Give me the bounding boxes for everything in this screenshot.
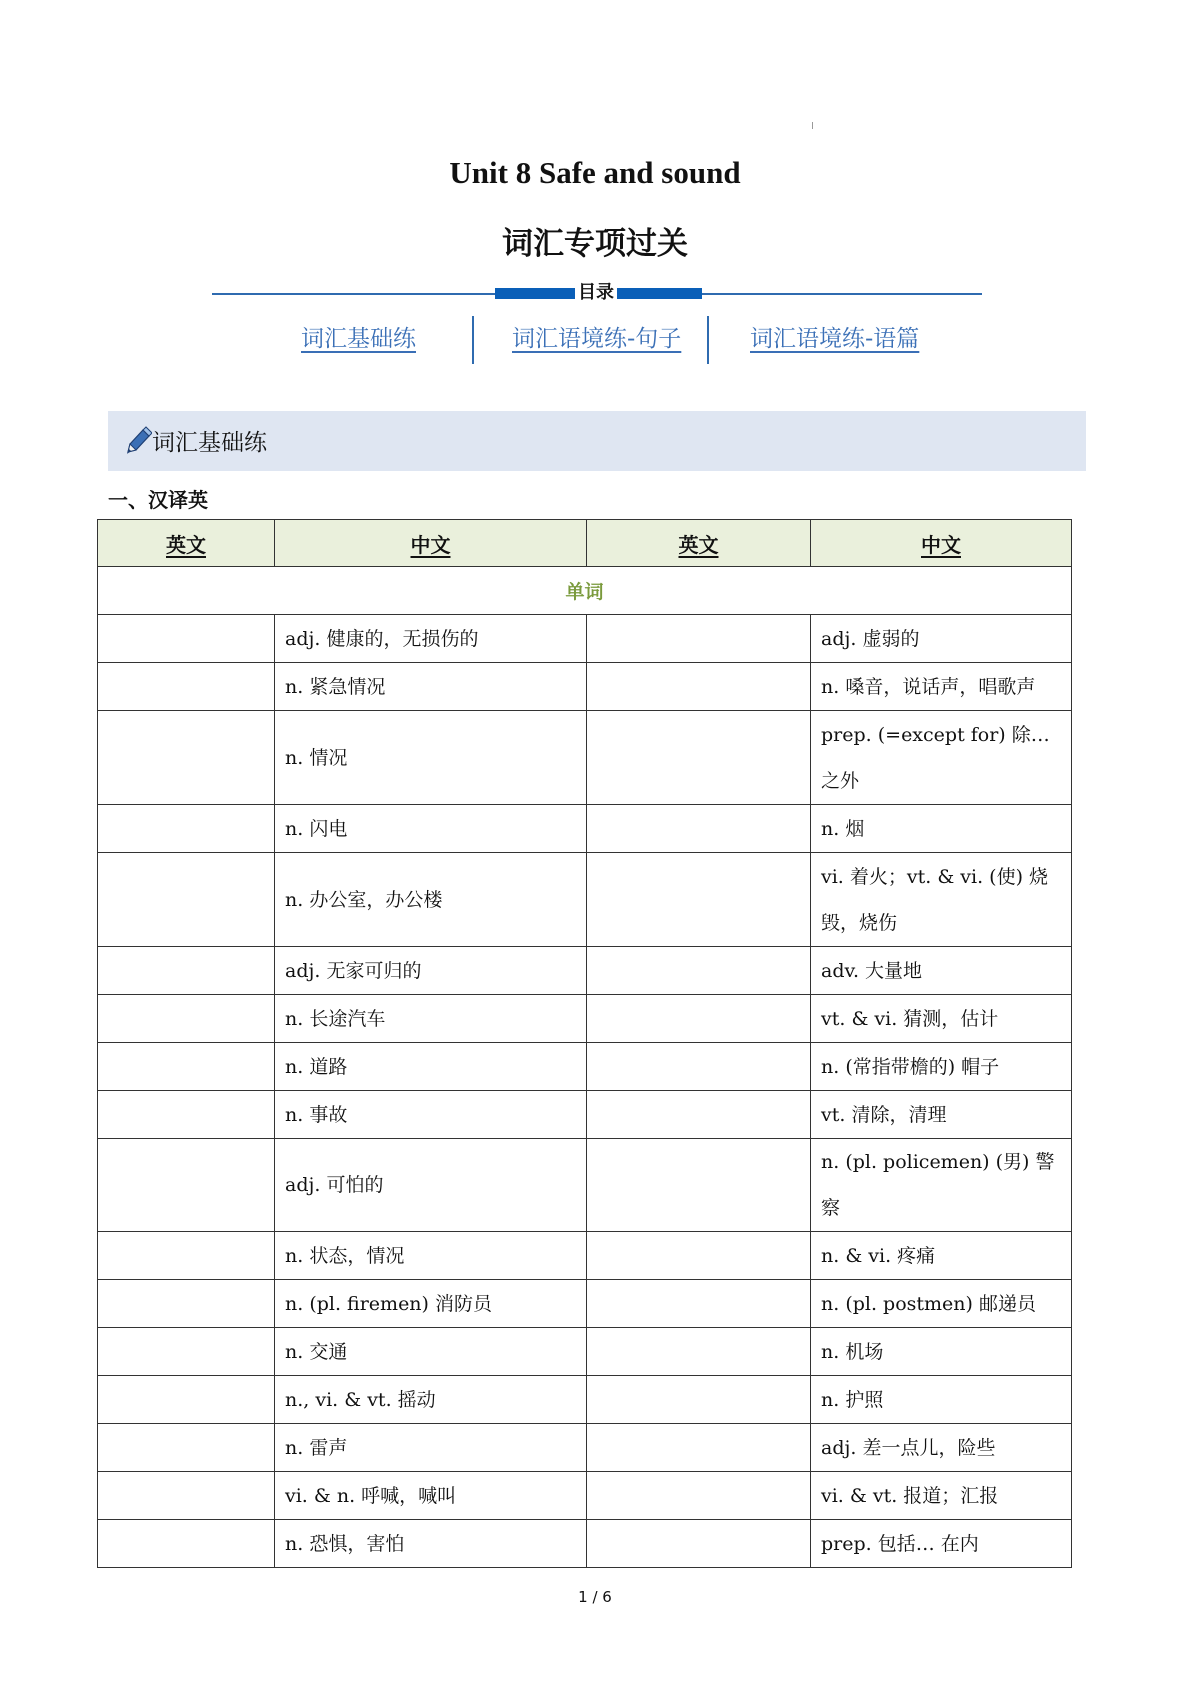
column-header-chinese: 中文 [811,520,1072,567]
chinese-meaning-cell: adj. 虚弱的 [811,615,1072,663]
table-row [98,1520,1072,1568]
chinese-meaning-cell: n. 紧急情况 [275,663,587,711]
chinese-meaning-cell: vi. & vt. 报道；汇报 [811,1472,1072,1520]
english-answer-cell[interactable] [98,853,275,947]
table-row [98,711,1072,805]
chinese-meaning-cell: n. 烟 [811,805,1072,853]
english-answer-cell[interactable] [98,1232,275,1280]
english-answer-cell[interactable] [587,1472,811,1520]
english-answer-cell[interactable] [98,711,275,805]
english-answer-cell[interactable] [587,1424,811,1472]
toc-separator [707,316,709,364]
table-row [98,615,1072,663]
chinese-meaning-cell: n. 恐惧，害怕 [275,1520,587,1568]
english-answer-cell[interactable] [587,1280,811,1328]
table-row [98,995,1072,1043]
chinese-meaning-cell: n. 情况 [275,711,587,805]
table-row [98,1280,1072,1328]
english-answer-cell[interactable] [587,1520,811,1568]
chinese-meaning-cell: n., vi. & vt. 摇动 [275,1376,587,1424]
english-answer-cell[interactable] [98,1139,275,1232]
toc-divider [212,284,982,304]
english-answer-cell[interactable] [587,711,811,805]
column-header-chinese: 中文 [275,520,587,567]
english-answer-cell[interactable] [98,805,275,853]
english-answer-cell[interactable] [587,1043,811,1091]
english-answer-cell[interactable] [98,1376,275,1424]
english-answer-cell[interactable] [98,1280,275,1328]
english-answer-cell[interactable] [587,1139,811,1232]
english-answer-cell[interactable] [98,947,275,995]
chinese-meaning-cell: n. 机场 [811,1328,1072,1376]
table-row [98,1139,1072,1232]
english-answer-cell[interactable] [587,1376,811,1424]
toc-link-passage[interactable]: 词汇语境练-语篇 [750,326,920,352]
chinese-meaning-cell: adj. 差一点儿，险些 [811,1424,1072,1472]
column-header-english: 英文 [98,520,275,567]
pencil-icon [124,426,152,456]
document-title: Unit 8 Safe and sound [449,155,741,190]
toc-rule-block-right [617,288,702,299]
chinese-meaning-cell: n. 护照 [811,1376,1072,1424]
chinese-meaning-cell: vt. & vi. 猜测，估计 [811,995,1072,1043]
table-row [98,1472,1072,1520]
chinese-meaning-cell: n. 雷声 [275,1424,587,1472]
english-answer-cell[interactable] [98,1091,275,1139]
chinese-meaning-cell: n. (常指带檐的) 帽子 [811,1043,1072,1091]
english-answer-cell[interactable] [587,1091,811,1139]
english-answer-cell[interactable] [587,615,811,663]
english-answer-cell[interactable] [587,805,811,853]
chinese-meaning-cell: n. 长途汽车 [275,995,587,1043]
chinese-meaning-cell: adj. 可怕的 [275,1139,587,1232]
english-answer-cell[interactable] [98,1328,275,1376]
toc-separator [472,316,474,364]
toc-link-basic[interactable]: 词汇基础练 [301,326,416,352]
chinese-meaning-cell: adj. 健康的，无损伤的 [275,615,587,663]
chinese-meaning-cell: n. 交通 [275,1328,587,1376]
group-label: 单词 [98,567,1072,615]
english-answer-cell[interactable] [98,1520,275,1568]
chinese-meaning-cell: prep. (=except for) 除… 之外 [811,711,1072,805]
chinese-meaning-cell: adv. 大量地 [811,947,1072,995]
english-answer-cell[interactable] [587,853,811,947]
vocabulary-table [97,519,1072,1568]
chinese-meaning-cell: n. 嗓音，说话声，唱歌声 [811,663,1072,711]
table-row [98,1376,1072,1424]
table-row [98,853,1072,947]
chinese-meaning-cell: vt. 清除，清理 [811,1091,1072,1139]
english-answer-cell[interactable] [587,947,811,995]
chinese-meaning-cell: adj. 无家可归的 [275,947,587,995]
english-answer-cell[interactable] [98,1424,275,1472]
table-row [98,663,1072,711]
english-answer-cell[interactable] [98,1043,275,1091]
english-answer-cell[interactable] [587,663,811,711]
chinese-meaning-cell: n. 事故 [275,1091,587,1139]
table-row [98,1232,1072,1280]
table-row [98,947,1072,995]
chinese-meaning-cell: n. 闪电 [275,805,587,853]
table-header-row [98,520,1072,567]
chinese-meaning-cell: n. (pl. policemen) (男) 警察 [811,1139,1072,1232]
table-row [98,805,1072,853]
english-answer-cell[interactable] [587,1328,811,1376]
part-heading: 一、汉译英 [108,488,208,512]
section-banner [108,411,1086,471]
toc-label: 目录 [575,280,617,306]
chinese-meaning-cell: n. 状态，情况 [275,1232,587,1280]
toc-rule-block-left [495,288,575,299]
english-answer-cell[interactable] [98,995,275,1043]
section-title: 词汇基础练 [152,430,267,456]
english-answer-cell[interactable] [587,995,811,1043]
page-mark [812,122,813,129]
table-row [98,1424,1072,1472]
english-answer-cell[interactable] [98,663,275,711]
chinese-meaning-cell: prep. 包括… 在内 [811,1520,1072,1568]
group-row [98,567,1072,615]
table-row [98,1043,1072,1091]
toc-links [0,316,1190,364]
chinese-meaning-cell: n. 办公室，办公楼 [275,853,587,947]
english-answer-cell[interactable] [98,615,275,663]
table-row [98,1328,1072,1376]
chinese-meaning-cell: n. 道路 [275,1043,587,1091]
table-row [98,1091,1072,1139]
chinese-meaning-cell: vi. & n. 呼喊，喊叫 [275,1472,587,1520]
chinese-meaning-cell: n. (pl. postmen) 邮递员 [811,1280,1072,1328]
document-subtitle: 词汇专项过关 [502,226,688,262]
chinese-meaning-cell: vi. 着火；vt. & vi. (使) 烧毁，烧伤 [811,853,1072,947]
page-number: 1 / 6 [578,1588,612,1606]
toc-link-sentence[interactable]: 词汇语境练-句子 [512,326,682,352]
column-header-english: 英文 [587,520,811,567]
chinese-meaning-cell: n. & vi. 疼痛 [811,1232,1072,1280]
english-answer-cell[interactable] [587,1232,811,1280]
english-answer-cell[interactable] [98,1472,275,1520]
chinese-meaning-cell: n. (pl. firemen) 消防员 [275,1280,587,1328]
